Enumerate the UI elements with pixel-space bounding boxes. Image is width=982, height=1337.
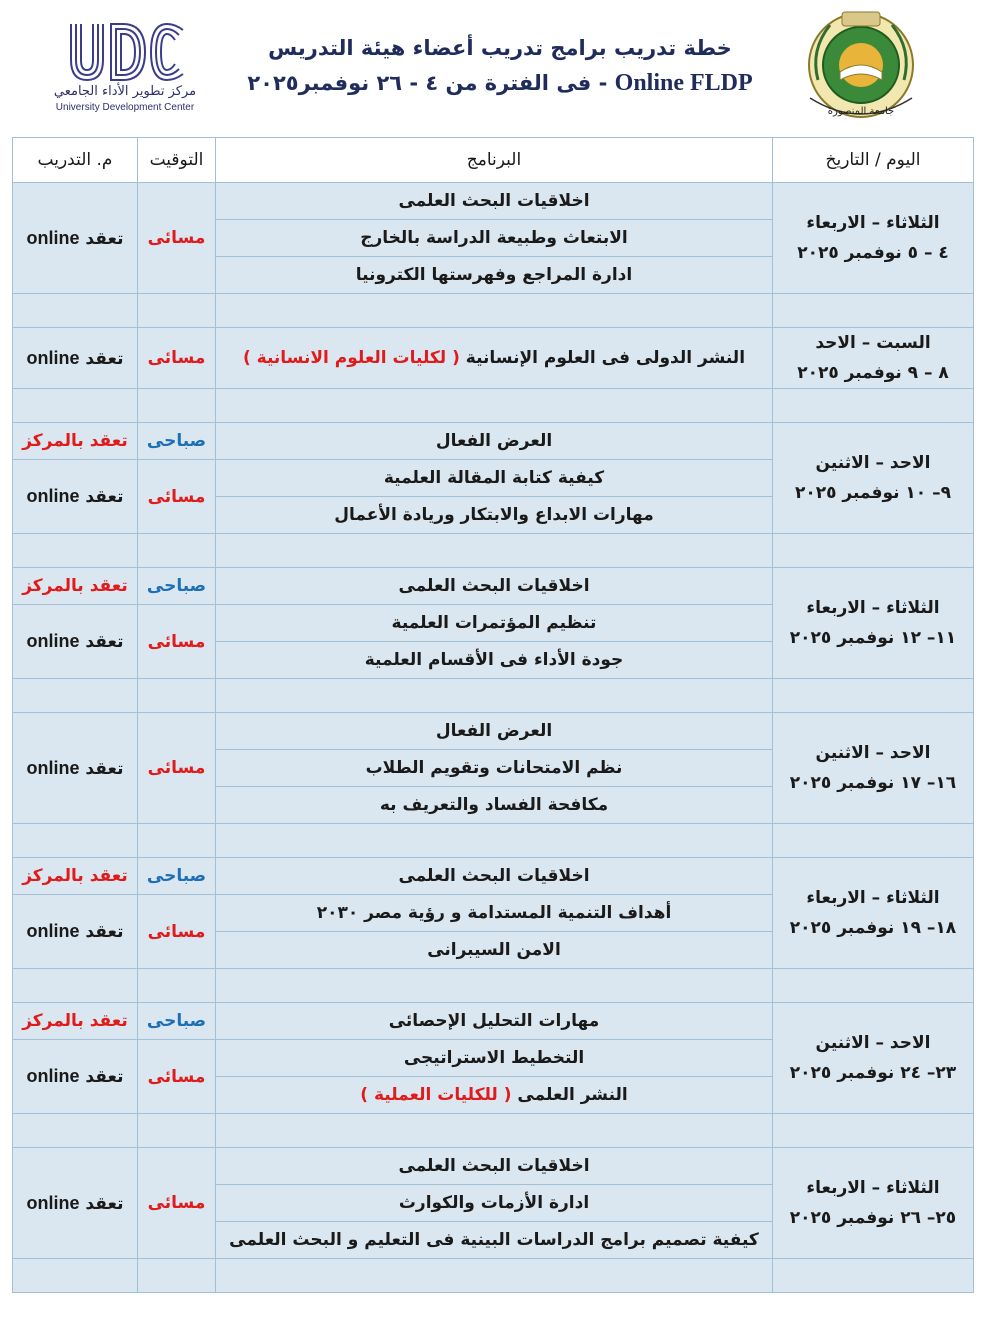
page-title: خطة تدريب برامج تدريب أعضاء هيئة التدريس — [268, 36, 732, 60]
mode-prefix: تعقد — [79, 487, 124, 507]
program-note: ( للكليات العملية ) — [360, 1085, 512, 1105]
page-subtitle — [220, 70, 780, 97]
time-cell: صباحى — [138, 1003, 216, 1040]
date-range: ٢٥– ٢٦ نوفمبر ٢٠٢٥ — [789, 1208, 957, 1228]
spacer-row — [13, 389, 974, 423]
spacer-cell — [216, 969, 773, 1003]
column-header-time: التوقيت — [138, 138, 216, 183]
date-cell — [773, 328, 974, 389]
program-cell: كيفية كتابة المقالة العلمية — [216, 460, 773, 497]
table-row — [13, 423, 974, 460]
date-range: ٨ – ٩ نوفمبر ٢٠٢٥ — [797, 363, 949, 383]
spacer-cell — [773, 824, 974, 858]
training-mode-cell — [13, 1148, 138, 1259]
date-range: ١١– ١٢ نوفمبر ٢٠٢٥ — [789, 628, 957, 648]
spacer-cell — [13, 679, 138, 713]
date-cell — [773, 423, 974, 534]
spacer-cell — [138, 824, 216, 858]
mode-online: online — [26, 1066, 80, 1086]
training-mode-cell — [13, 1040, 138, 1114]
program-cell: تنظيم المؤتمرات العلمية — [216, 605, 773, 642]
spacer-cell — [773, 679, 974, 713]
date-cell — [773, 1148, 974, 1259]
date-day: الثلاثاء – الاربعاء — [806, 213, 940, 233]
mode-prefix: تعقد — [79, 1067, 124, 1087]
udc-english-name: University Development Center — [55, 102, 195, 113]
training-mode-cell — [13, 858, 138, 895]
program-cell: مهارات التحليل الإحصائى — [216, 1003, 773, 1040]
program-title: النشر الدولى فى العلوم الإنسانية — [459, 348, 746, 368]
training-mode-cell — [13, 605, 138, 679]
program-cell — [216, 1077, 773, 1114]
date-range: ٤ – ٥ نوفمبر ٢٠٢٥ — [797, 243, 949, 263]
spacer-cell — [138, 1114, 216, 1148]
udc-logo — [50, 20, 200, 125]
time-cell: مسائى — [138, 1040, 216, 1114]
date-range: ١٨– ١٩ نوفمبر ٢٠٢٥ — [789, 918, 957, 938]
spacer-row — [13, 969, 974, 1003]
training-mode-cell — [13, 183, 138, 294]
mode-online: online — [26, 486, 80, 506]
column-header-date: اليوم / التاريخ — [773, 138, 974, 183]
mode-online: online — [26, 921, 80, 941]
mode-prefix: تعقد — [79, 348, 124, 369]
training-mode-cell — [13, 713, 138, 824]
program-cell: جودة الأداء فى الأقسام العلمية — [216, 642, 773, 679]
time-cell: مسائى — [138, 1148, 216, 1259]
date-day: الثلاثاء – الاربعاء — [806, 888, 940, 908]
spacer-cell — [216, 1114, 773, 1148]
udc-logo-icon — [67, 20, 187, 86]
program-cell: أهداف التنمية المستدامة و رؤية مصر ٢٠٣٠ — [216, 895, 773, 932]
program-cell: اخلاقيات البحث العلمى — [216, 1148, 773, 1185]
mansoura-university-seal-icon — [800, 10, 922, 125]
program-cell: اخلاقيات البحث العلمى — [216, 568, 773, 605]
spacer-cell — [13, 969, 138, 1003]
training-mode-cell — [13, 568, 138, 605]
spacer-row — [13, 679, 974, 713]
spacer-row — [13, 824, 974, 858]
time-cell: مسائى — [138, 605, 216, 679]
date-cell — [773, 568, 974, 679]
date-range: ٢٣– ٢٤ نوفمبر ٢٠٢٥ — [789, 1063, 957, 1083]
mode-prefix: تعقد — [79, 758, 124, 779]
mode-online: online — [26, 227, 80, 248]
subtitle-arabic: - فى الفترة من ٤ - ٢٦ نوفمبر٢٠٢٥ — [247, 71, 615, 95]
date-day: الاحد – الاثنين — [815, 453, 931, 473]
table-header-row — [13, 138, 974, 183]
program-cell: الامن السيبرانى — [216, 932, 773, 969]
table-row — [13, 1003, 974, 1040]
spacer-cell — [216, 824, 773, 858]
column-header-mode: م. التدريب — [13, 138, 138, 183]
time-cell: صباحى — [138, 858, 216, 895]
spacer-cell — [138, 969, 216, 1003]
spacer-cell — [773, 389, 974, 423]
mode-online: online — [26, 757, 80, 778]
date-day: الاحد – الاثنين — [815, 743, 931, 763]
spacer-cell — [13, 1114, 138, 1148]
mode-at-center: تعقد بالمركز — [22, 576, 128, 596]
mode-at-center: تعقد بالمركز — [22, 866, 128, 886]
mode-online: online — [26, 1192, 80, 1213]
mode-prefix: تعقد — [79, 228, 124, 249]
spacer-cell — [773, 969, 974, 1003]
page-header — [0, 0, 982, 130]
udc-arabic-name: مركز تطوير الأداء الجامعي — [53, 84, 197, 99]
date-cell — [773, 858, 974, 969]
mode-prefix: تعقد — [79, 632, 124, 652]
mode-prefix: تعقد — [79, 1193, 124, 1214]
program-cell: نظم الامتحانات وتقويم الطلاب — [216, 750, 773, 787]
mode-at-center: تعقد بالمركز — [22, 1011, 128, 1031]
training-mode-cell — [13, 1003, 138, 1040]
spacer-row — [13, 534, 974, 568]
date-cell — [773, 183, 974, 294]
spacer-cell — [216, 1259, 773, 1293]
spacer-cell — [216, 389, 773, 423]
program-cell: التخطيط الاستراتيجى — [216, 1040, 773, 1077]
time-cell: مسائى — [138, 460, 216, 534]
program-cell — [216, 328, 773, 389]
time-cell: مسائى — [138, 713, 216, 824]
program-cell: العرض الفعال — [216, 713, 773, 750]
time-cell: مسائى — [138, 895, 216, 969]
date-range: ١٦– ١٧ نوفمبر ٢٠٢٥ — [789, 773, 957, 793]
program-cell: العرض الفعال — [216, 423, 773, 460]
training-mode-cell — [13, 423, 138, 460]
training-mode-cell — [13, 895, 138, 969]
program-cell: مهارات الابداع والابتكار وريادة الأعمال — [216, 497, 773, 534]
spacer-cell — [138, 534, 216, 568]
mode-online: online — [26, 347, 80, 368]
subtitle-english: Online FLDP — [614, 70, 753, 96]
program-cell: ادارة الأزمات والكوارث — [216, 1185, 773, 1222]
table-row — [13, 568, 974, 605]
spacer-cell — [216, 534, 773, 568]
spacer-cell — [138, 1259, 216, 1293]
spacer-cell — [13, 294, 138, 328]
spacer-row — [13, 294, 974, 328]
date-range: ٩– ١٠ نوفمبر ٢٠٢٥ — [794, 483, 951, 503]
mode-prefix: تعقد — [79, 922, 124, 942]
time-cell: صباحى — [138, 423, 216, 460]
time-cell: مسائى — [138, 328, 216, 389]
program-cell: الابتعاث وطبيعة الدراسة بالخارج — [216, 220, 773, 257]
spacer-cell — [773, 1259, 974, 1293]
program-cell: كيفية تصميم برامج الدراسات البينية فى التعليم و البحث العلمى — [216, 1222, 773, 1259]
date-day: الاحد – الاثنين — [815, 1033, 931, 1053]
spacer-cell — [13, 534, 138, 568]
spacer-cell — [13, 1259, 138, 1293]
table-row — [13, 713, 974, 750]
program-cell: اخلاقيات البحث العلمى — [216, 858, 773, 895]
spacer-cell — [216, 294, 773, 328]
spacer-cell — [13, 824, 138, 858]
program-cell: ادارة المراجع وفهرستها الكترونيا — [216, 257, 773, 294]
training-mode-cell — [13, 460, 138, 534]
schedule-table — [12, 137, 974, 1293]
table-row — [13, 1148, 974, 1185]
date-cell — [773, 713, 974, 824]
spacer-cell — [773, 1114, 974, 1148]
time-cell: صباحى — [138, 568, 216, 605]
mode-at-center: تعقد بالمركز — [22, 431, 128, 451]
time-cell: مسائى — [138, 183, 216, 294]
date-cell — [773, 1003, 974, 1114]
spacer-cell — [773, 534, 974, 568]
spacer-row — [13, 1259, 974, 1293]
table-row — [13, 328, 974, 389]
program-cell: مكافحة الفساد والتعريف به — [216, 787, 773, 824]
date-day: الثلاثاء – الاربعاء — [806, 1178, 940, 1198]
program-title: النشر العلمى — [511, 1085, 628, 1105]
table-row — [13, 858, 974, 895]
date-day: السبت – الاحد — [815, 333, 931, 353]
spacer-cell — [138, 679, 216, 713]
spacer-cell — [138, 294, 216, 328]
spacer-cell — [13, 389, 138, 423]
date-day: الثلاثاء – الاربعاء — [806, 598, 940, 618]
program-cell: اخلاقيات البحث العلمى — [216, 183, 773, 220]
training-mode-cell — [13, 328, 138, 389]
university-arabic-name: جامعة المنصورة — [827, 106, 895, 117]
column-header-program: البرنامج — [216, 138, 773, 183]
spacer-cell — [216, 679, 773, 713]
spacer-row — [13, 1114, 974, 1148]
mode-online: online — [26, 631, 80, 651]
table-row — [13, 183, 974, 220]
program-note: ( لكليات العلوم الانسانية ) — [242, 348, 460, 368]
spacer-cell — [138, 389, 216, 423]
spacer-cell — [773, 294, 974, 328]
